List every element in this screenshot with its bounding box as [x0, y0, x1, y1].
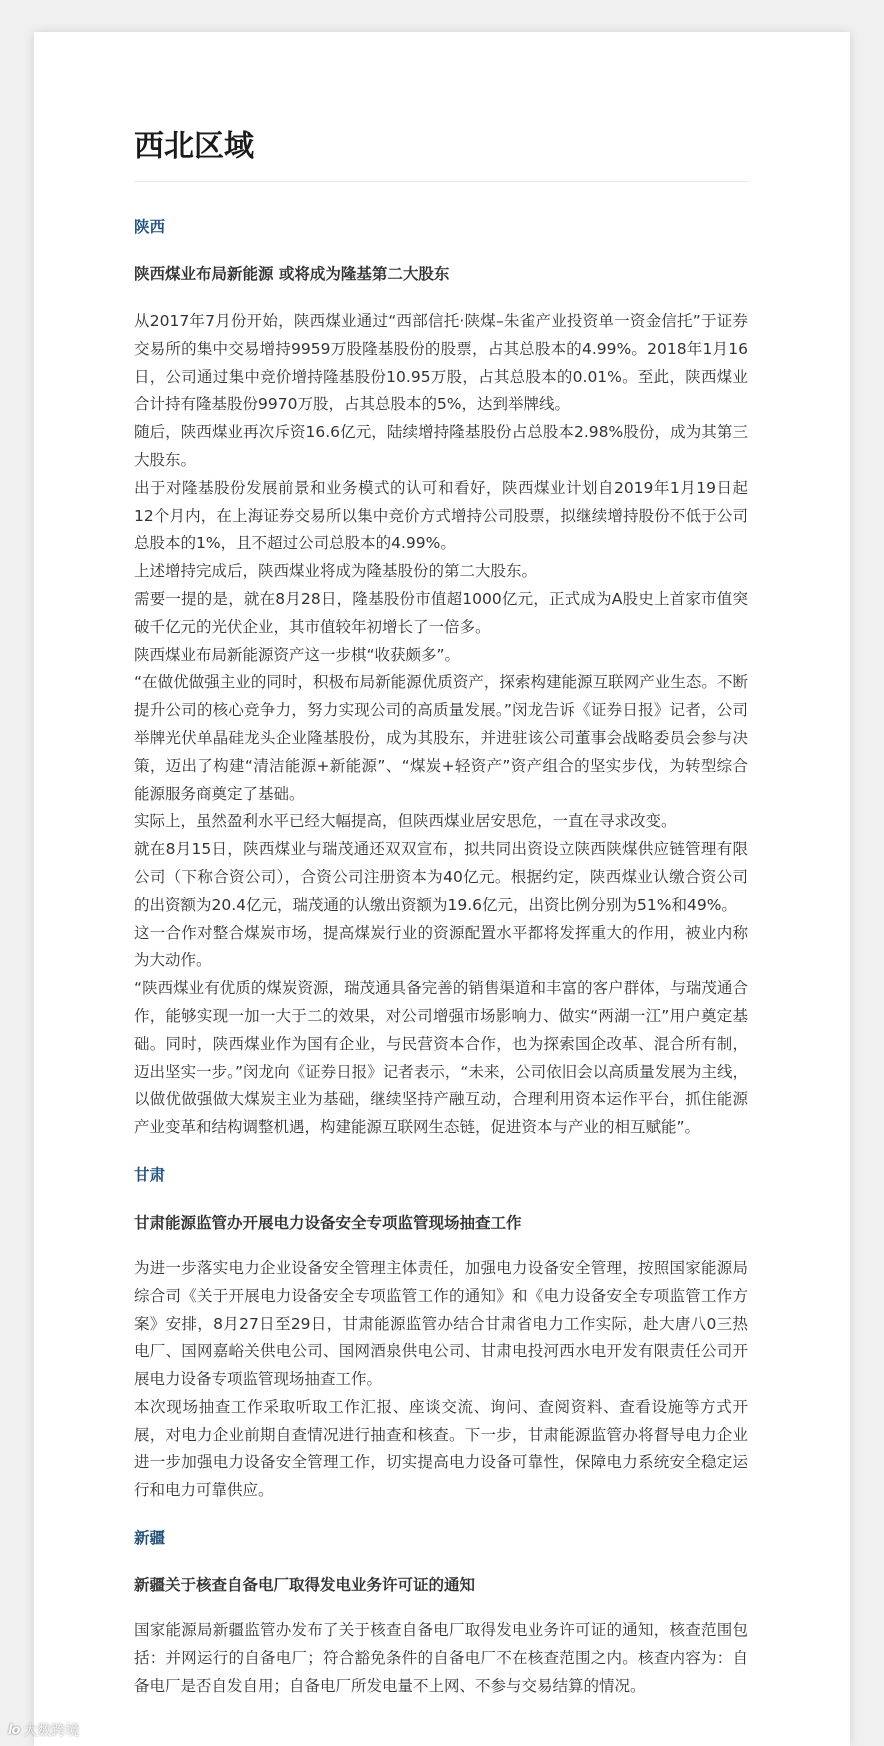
paragraph: 陕西煤业布局新能源资产这一步棋“收获颇多”。: [134, 645, 461, 664]
paragraph: 本次现场抽查工作采取听取工作汇报、座谈交流、询问、查阅资料、查看设施等方式开展，对电力企业前期自查情况进行抽查和核查。下一步，甘肃能源监管办将督导电力企业进一步加强电力设备安全管理工作，切实提高电力设备可靠性，保障电力系统安全稳定运行和电力可靠供应。: [134, 1397, 748, 1500]
article-title-xinjiang: 新疆关于核查自备电厂取得发电业务许可证的通知: [134, 1576, 476, 1595]
region-heading-shaanxi: 陕西: [134, 218, 166, 236]
paragraph: 实际上，虽然盈利水平已经大幅提高，但陕西煤业居安思危，一直在寻求改变。: [134, 812, 677, 831]
article-title-gansu: 甘肃能源监管办开展电力设备安全专项监管现场抽查工作: [134, 1213, 522, 1232]
paragraph: “在做优做强主业的同时，积极布局新能源优质资产，探索构建能源互联网产业生态。不断提升公司的核心竞争力，努力实现公司的高质量发展。”闵龙告诉《证券日报》记者，公司举牌光伏单晶硅龙头企业隆基股份，成为其股东，并进驻该公司董事会战略委员会参与决策，迈出了构建“清洁能源+新能源”、“煤炭+轻资产”资产组合的坚实步伐，为转型综合能源服务商奠定了基础。: [134, 673, 748, 803]
watermark-logo-icon: lo: [8, 1722, 20, 1738]
page-title: 西北区域: [134, 127, 748, 182]
paragraph: 上述增持完成后，陕西煤业将成为隆基股份的第二大股东。: [134, 562, 538, 581]
paragraph: 国家能源局新疆监管办发布了关于核查自备电厂取得发电业务许可证的通知，核查范围包括：并网运行的自备电厂；符合豁免条件的自备电厂不在核查范围之内。核查内容为：自备电厂是否自发自用；自备电厂所发电量不上网、不参与交易结算的情况。: [134, 1621, 748, 1695]
article-card: [34, 32, 850, 1746]
article-body-xinjiang: [134, 1617, 748, 1700]
paragraph: “陕西煤业有优质的煤炭资源，瑞茂通具备完善的销售渠道和丰富的客户群体，与瑞茂通合作，能够实现一加一大于二的效果，对公司增强市场影响力、做实“两湖一江”用户奠定基础。同时，陕西煤业作为国有企业，与民营资本合作，也为探索国企改革、混合所有制，迈出坚实一步。”闵龙向《证券日报》记者表示，“未来，公司依旧会以高质量发展为主线，以做优做强做大煤炭主业为基础，继续坚持产融互动，合理利用资本运作平台，抓住能源产业变革和结构调整机遇，构建能源互联网生态链，促进资本与产业的相互赋能”。: [134, 979, 748, 1137]
article-body-shaanxi: [134, 308, 748, 1142]
paragraph: 就在8月15日，陕西煤业与瑞茂通还双双宣布，拟共同出资设立陕西陕煤供应链管理有限公司（下称合资公司），合资公司注册资本为40亿元。根据约定，陕西煤业认缴合资公司的出资额为20.4亿元，瑞茂通的认缴出资额为19.6亿元，出资比例分别为51%和49%。: [134, 840, 748, 914]
watermark: [8, 1720, 79, 1740]
paragraph: 这一合作对整合煤炭市场，提高煤炭行业的资源配置水平都将发挥重大的作用，被业内称为大动作。: [134, 923, 748, 970]
article-title-shaanxi: 陕西煤业布局新能源 或将成为隆基第二大股东: [134, 265, 450, 283]
paragraph: 需要一提的是，就在8月28日，隆基股份市值超1000亿元，正式成为A股史上首家市值突破千亿元的光伏企业，其市值较年初增长了一倍多。: [134, 589, 748, 636]
region-heading-gansu: 甘肃: [134, 1165, 166, 1184]
paragraph: 从2017年7月份开始，陕西煤业通过“西部信托·陕煤–朱雀产业投资单一资金信托”于证券交易所的集中交易增持9959万股隆基股份的股票，占其总股本的4.99%。2018年1月16日，公司通过集中竞价增持隆基股份10.95万股，占其总股本的0.01%。至此，陕西煤业合计持有隆基股份9970万股，占其总股本的5%，达到举牌线。: [134, 312, 748, 414]
article-body-gansu: [134, 1255, 748, 1505]
paragraph: 为进一步落实电力企业设备安全管理主体责任，加强电力设备安全管理，按照国家能源局综合司《关于开展电力设备安全专项监管工作的通知》和《电力设备安全专项监管工作方案》安排，8月27日至29日，甘肃能源监管办结合甘肃省电力工作实际，赴大唐八0三热电厂、国网嘉峪关供电公司、国网酒泉供电公司、甘肃电投河西水电开发有限责任公司开展电力设备专项监管现场抽查工作。: [134, 1258, 748, 1389]
watermark-text: 大数跨境: [23, 1723, 80, 1739]
paragraph: 随后，陕西煤业再次斥资16.6亿元，陆续增持隆基股份占总股本2.98%股份，成为其第三大股东。: [134, 423, 748, 469]
paragraph: 出于对隆基股份发展前景和业务模式的认可和看好，陕西煤业计划自2019年1月19日起12个月内，在上海证券交易所以集中竞价方式增持公司股票，拟继续增持股份不低于公司总股本的1%，且不超过公司总股本的4.99%。: [134, 478, 748, 553]
region-heading-xinjiang: 新疆: [134, 1529, 166, 1548]
